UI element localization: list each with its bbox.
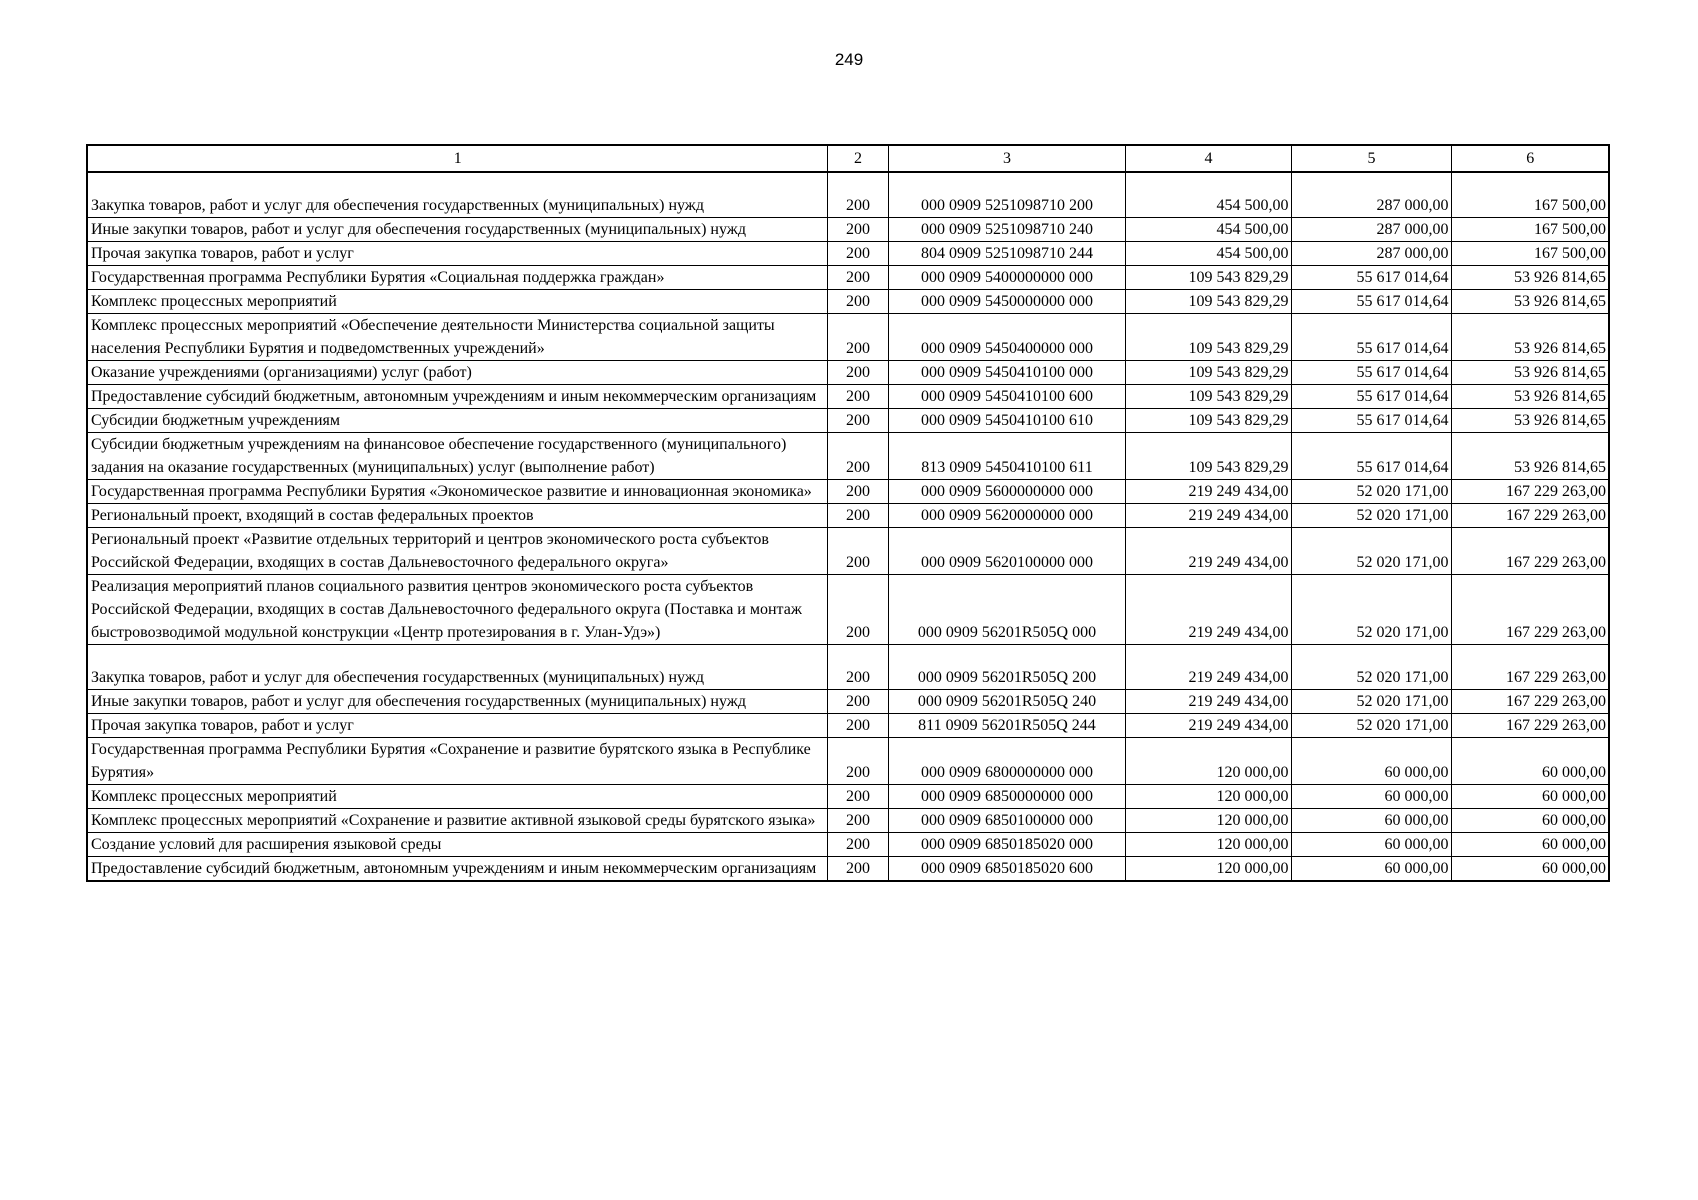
row-value-col6: 60 000,00 — [1451, 833, 1609, 857]
row-value-col4: 120 000,00 — [1125, 785, 1291, 809]
row-csr-cell: 000 0909 6850185020 000 — [888, 833, 1125, 857]
row-csr-cell: 000 0909 5400000000 000 — [888, 266, 1125, 290]
row-csr-cell: 000 0909 6800000000 000 — [888, 738, 1125, 785]
row-code-cell: 200 — [827, 645, 888, 690]
row-csr-cell: 813 0909 5450410100 611 — [888, 433, 1125, 480]
row-code-cell: 200 — [827, 833, 888, 857]
row-csr-cell: 000 0909 56201R505Q 240 — [888, 690, 1125, 714]
row-value-col5: 60 000,00 — [1291, 785, 1451, 809]
row-code-cell: 200 — [827, 172, 888, 218]
table-row — [87, 290, 1609, 314]
row-value-col6: 53 926 814,65 — [1451, 385, 1609, 409]
row-name-cell: Субсидии бюджетным учреждениям — [87, 409, 827, 433]
row-name-cell: Оказание учреждениями (организациями) услуг (работ) — [87, 361, 827, 385]
row-value-col5: 52 020 171,00 — [1291, 575, 1451, 645]
table-row — [87, 218, 1609, 242]
row-name-cell: Комплекс процессных мероприятий — [87, 290, 827, 314]
row-value-col5: 52 020 171,00 — [1291, 528, 1451, 575]
table-row — [87, 361, 1609, 385]
row-value-col5: 287 000,00 — [1291, 172, 1451, 218]
row-value-col4: 109 543 829,29 — [1125, 314, 1291, 361]
row-value-col5: 52 020 171,00 — [1291, 504, 1451, 528]
table-body — [87, 172, 1609, 881]
row-value-col4: 109 543 829,29 — [1125, 290, 1291, 314]
row-value-col6: 53 926 814,65 — [1451, 314, 1609, 361]
row-value-col5: 52 020 171,00 — [1291, 690, 1451, 714]
row-value-col4: 219 249 434,00 — [1125, 504, 1291, 528]
row-value-col5: 287 000,00 — [1291, 242, 1451, 266]
row-value-col4: 454 500,00 — [1125, 242, 1291, 266]
row-value-col4: 454 500,00 — [1125, 172, 1291, 218]
header-row — [87, 145, 1609, 172]
row-value-col6: 167 229 263,00 — [1451, 714, 1609, 738]
row-value-col5: 60 000,00 — [1291, 738, 1451, 785]
row-name-cell: Комплекс процессных мероприятий — [87, 785, 827, 809]
row-csr-cell: 811 0909 56201R505Q 244 — [888, 714, 1125, 738]
column-header-3: 3 — [888, 145, 1125, 172]
row-value-col6: 53 926 814,65 — [1451, 361, 1609, 385]
row-code-cell: 200 — [827, 409, 888, 433]
row-code-cell: 200 — [827, 218, 888, 242]
row-value-col4: 120 000,00 — [1125, 809, 1291, 833]
row-name-cell: Закупка товаров, работ и услуг для обеспечения государственных (муниципальных) нужд — [87, 645, 827, 690]
table-row — [87, 266, 1609, 290]
table-row — [87, 242, 1609, 266]
row-value-col4: 219 249 434,00 — [1125, 480, 1291, 504]
row-value-col6: 167 229 263,00 — [1451, 645, 1609, 690]
row-value-col6: 167 500,00 — [1451, 242, 1609, 266]
row-code-cell: 200 — [827, 690, 888, 714]
row-name-cell: Региональный проект «Развитие отдельных территорий и центров экономического роста субъектов Российской Федерации, входящих в состав Дальневосточного федерального округа» — [87, 528, 827, 575]
table-row — [87, 575, 1609, 645]
row-name-cell: Региональный проект, входящий в состав федеральных проектов — [87, 504, 827, 528]
table-header — [87, 145, 1609, 172]
row-code-cell: 200 — [827, 738, 888, 785]
column-header-5: 5 — [1291, 145, 1451, 172]
row-name-cell: Комплекс процессных мероприятий «Обеспечение деятельности Министерства социальной защиты населения Республики Бурятия и подведомственных учреждений» — [87, 314, 827, 361]
table-row — [87, 433, 1609, 480]
table-row — [87, 172, 1609, 218]
row-code-cell: 200 — [827, 242, 888, 266]
row-name-cell: Комплекс процессных мероприятий «Сохранение и развитие активной языковой среды бурятского языка» — [87, 809, 827, 833]
row-name-cell: Реализация мероприятий планов социального развития центров экономического роста субъектов Российской Федерации, входящих в состав Дальневосточного федерального округа (Поставка и монтаж быстровозводимой модульной конструкции «Центр протезирования в г. Улан-Удэ») — [87, 575, 827, 645]
row-code-cell: 200 — [827, 857, 888, 882]
row-csr-cell: 000 0909 56201R505Q 000 — [888, 575, 1125, 645]
row-value-col4: 109 543 829,29 — [1125, 409, 1291, 433]
table-row — [87, 385, 1609, 409]
page-number: 249 — [834, 50, 864, 69]
row-value-col4: 219 249 434,00 — [1125, 714, 1291, 738]
table-row — [87, 857, 1609, 882]
table-row — [87, 785, 1609, 809]
row-csr-cell: 000 0909 5251098710 240 — [888, 218, 1125, 242]
row-value-col6: 167 229 263,00 — [1451, 504, 1609, 528]
row-value-col5: 55 617 014,64 — [1291, 266, 1451, 290]
row-csr-cell: 000 0909 5600000000 000 — [888, 480, 1125, 504]
row-value-col5: 55 617 014,64 — [1291, 314, 1451, 361]
row-csr-cell: 000 0909 6850000000 000 — [888, 785, 1125, 809]
table-row — [87, 738, 1609, 785]
row-name-cell: Предоставление субсидий бюджетным, автономным учреждениям и иным некоммерческим организациям — [87, 857, 827, 882]
column-header-2: 2 — [827, 145, 888, 172]
row-value-col6: 167 229 263,00 — [1451, 528, 1609, 575]
row-value-col5: 60 000,00 — [1291, 809, 1451, 833]
row-value-col6: 53 926 814,65 — [1451, 266, 1609, 290]
row-code-cell: 200 — [827, 785, 888, 809]
row-value-col4: 120 000,00 — [1125, 738, 1291, 785]
row-name-cell: Создание условий для расширения языковой среды — [87, 833, 827, 857]
row-name-cell: Предоставление субсидий бюджетным, автономным учреждениям и иным некоммерческим организациям — [87, 385, 827, 409]
row-csr-cell: 000 0909 5620000000 000 — [888, 504, 1125, 528]
row-value-col4: 109 543 829,29 — [1125, 266, 1291, 290]
row-csr-cell: 000 0909 5450400000 000 — [888, 314, 1125, 361]
row-code-cell: 200 — [827, 290, 888, 314]
row-value-col5: 55 617 014,64 — [1291, 290, 1451, 314]
row-name-cell: Государственная программа Республики Бурятия «Экономическое развитие и инновационная экономика» — [87, 480, 827, 504]
row-name-cell: Субсидии бюджетным учреждениям на финансовое обеспечение государственного (муниципального) задания на оказание государственных (муниципальных) услуг (выполнение работ) — [87, 433, 827, 480]
table-row — [87, 645, 1609, 690]
row-name-cell: Прочая закупка товаров, работ и услуг — [87, 242, 827, 266]
row-csr-cell: 000 0909 5450410100 610 — [888, 409, 1125, 433]
row-value-col4: 219 249 434,00 — [1125, 528, 1291, 575]
row-value-col6: 167 229 263,00 — [1451, 575, 1609, 645]
row-value-col4: 109 543 829,29 — [1125, 361, 1291, 385]
row-value-col4: 219 249 434,00 — [1125, 575, 1291, 645]
row-value-col4: 120 000,00 — [1125, 857, 1291, 882]
table-row — [87, 314, 1609, 361]
row-csr-cell: 000 0909 56201R505Q 200 — [888, 645, 1125, 690]
row-code-cell: 200 — [827, 480, 888, 504]
row-code-cell: 200 — [827, 385, 888, 409]
row-value-col5: 55 617 014,64 — [1291, 385, 1451, 409]
row-value-col5: 52 020 171,00 — [1291, 480, 1451, 504]
table-row — [87, 809, 1609, 833]
row-name-cell: Прочая закупка товаров, работ и услуг — [87, 714, 827, 738]
row-value-col6: 60 000,00 — [1451, 857, 1609, 882]
row-csr-cell: 000 0909 6850185020 600 — [888, 857, 1125, 882]
row-value-col4: 109 543 829,29 — [1125, 433, 1291, 480]
table-row — [87, 504, 1609, 528]
row-value-col4: 120 000,00 — [1125, 833, 1291, 857]
table-row — [87, 714, 1609, 738]
row-value-col5: 287 000,00 — [1291, 218, 1451, 242]
row-name-cell: Закупка товаров, работ и услуг для обеспечения государственных (муниципальных) нужд — [87, 172, 827, 218]
row-value-col4: 109 543 829,29 — [1125, 385, 1291, 409]
row-value-col6: 167 500,00 — [1451, 218, 1609, 242]
row-csr-cell: 000 0909 5450410100 600 — [888, 385, 1125, 409]
row-name-cell: Иные закупки товаров, работ и услуг для обеспечения государственных (муниципальных) нужд — [87, 690, 827, 714]
row-csr-cell: 000 0909 5620100000 000 — [888, 528, 1125, 575]
row-value-col6: 53 926 814,65 — [1451, 290, 1609, 314]
row-csr-cell: 000 0909 5450410100 000 — [888, 361, 1125, 385]
row-value-col5: 52 020 171,00 — [1291, 714, 1451, 738]
column-header-1: 1 — [87, 145, 827, 172]
column-header-4: 4 — [1125, 145, 1291, 172]
row-value-col4: 454 500,00 — [1125, 218, 1291, 242]
row-value-col5: 55 617 014,64 — [1291, 433, 1451, 480]
row-name-cell: Государственная программа Республики Бурятия «Сохранение и развитие бурятского языка в Республике Бурятия» — [87, 738, 827, 785]
row-csr-cell: 000 0909 5251098710 200 — [888, 172, 1125, 218]
table-row — [87, 409, 1609, 433]
row-value-col5: 60 000,00 — [1291, 833, 1451, 857]
table-row — [87, 480, 1609, 504]
row-name-cell: Иные закупки товаров, работ и услуг для обеспечения государственных (муниципальных) нужд — [87, 218, 827, 242]
row-value-col6: 167 229 263,00 — [1451, 480, 1609, 504]
row-code-cell: 200 — [827, 314, 888, 361]
row-csr-cell: 000 0909 5450000000 000 — [888, 290, 1125, 314]
row-value-col6: 167 229 263,00 — [1451, 690, 1609, 714]
row-value-col6: 60 000,00 — [1451, 738, 1609, 785]
row-code-cell: 200 — [827, 361, 888, 385]
row-value-col5: 55 617 014,64 — [1291, 409, 1451, 433]
row-code-cell: 200 — [827, 433, 888, 480]
row-value-col6: 53 926 814,65 — [1451, 409, 1609, 433]
row-code-cell: 200 — [827, 504, 888, 528]
table-row — [87, 690, 1609, 714]
row-code-cell: 200 — [827, 266, 888, 290]
row-value-col4: 219 249 434,00 — [1125, 645, 1291, 690]
row-code-cell: 200 — [827, 575, 888, 645]
column-header-6: 6 — [1451, 145, 1609, 172]
row-value-col6: 167 500,00 — [1451, 172, 1609, 218]
row-name-cell: Государственная программа Республики Бурятия «Социальная поддержка граждан» — [87, 266, 827, 290]
row-code-cell: 200 — [827, 528, 888, 575]
row-value-col5: 55 617 014,64 — [1291, 361, 1451, 385]
row-code-cell: 200 — [827, 714, 888, 738]
table-row — [87, 528, 1609, 575]
row-value-col6: 60 000,00 — [1451, 785, 1609, 809]
row-value-col4: 219 249 434,00 — [1125, 690, 1291, 714]
row-value-col6: 53 926 814,65 — [1451, 433, 1609, 480]
row-csr-cell: 804 0909 5251098710 244 — [888, 242, 1125, 266]
row-value-col5: 52 020 171,00 — [1291, 645, 1451, 690]
row-csr-cell: 000 0909 6850100000 000 — [888, 809, 1125, 833]
table-row — [87, 833, 1609, 857]
budget-table — [86, 144, 1610, 882]
row-value-col6: 60 000,00 — [1451, 809, 1609, 833]
row-value-col5: 60 000,00 — [1291, 857, 1451, 882]
row-code-cell: 200 — [827, 809, 888, 833]
